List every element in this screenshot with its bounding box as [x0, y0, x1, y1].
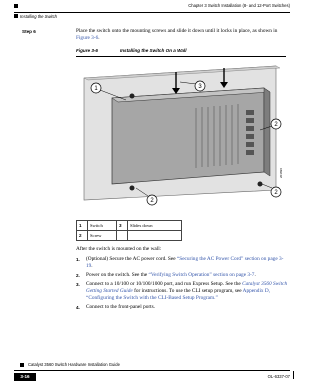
legend-description: Switch	[88, 221, 117, 231]
page-number: 3-16	[14, 373, 36, 381]
after-mount-intro: After the switch is mounted on the wall:	[76, 246, 162, 252]
callout-legend-table	[76, 220, 182, 241]
header-rule	[14, 12, 290, 13]
footer-rule	[14, 370, 290, 371]
list-item	[76, 281, 288, 302]
step-text-after: .	[98, 35, 100, 41]
list-text: Power on the switch. See the	[86, 272, 149, 278]
svg-text:3: 3	[198, 84, 202, 90]
callout-3	[195, 81, 205, 91]
section-header: Installing the Switch	[20, 14, 58, 19]
cross-reference-link[interactable]: Catalyst 3560 Switch Getting Started Guide	[86, 281, 288, 294]
wall-mount-illustration	[76, 60, 286, 208]
cross-reference-link[interactable]: Appendix D, “Configuring the Switch with the CLI-Based Setup Program.”	[86, 288, 271, 301]
chapter-header: Chapter 3 Switch Installation (8- and 12-Port Switches)	[188, 3, 290, 8]
callout-2-bottom-right	[271, 187, 281, 197]
list-text: .	[91, 263, 93, 269]
header-marker	[14, 4, 18, 8]
legend-number: 3	[117, 221, 128, 231]
footer-marker	[20, 363, 24, 367]
footer-bar	[293, 371, 294, 379]
footer-title: Catalyst 3560 Switch Hardware Installation Guide	[28, 362, 120, 367]
legend-number: 2	[77, 231, 88, 241]
list-item	[76, 304, 288, 311]
svg-text:2: 2	[274, 122, 278, 128]
legend-description	[128, 231, 182, 241]
switch-body	[112, 88, 264, 184]
list-number: 4.	[76, 305, 80, 310]
svg-text:2: 2	[274, 190, 278, 196]
legend-description: Slides down	[128, 221, 182, 231]
list-text: for instructions. To use the CLI setup program, see	[132, 288, 243, 294]
svg-text:1: 1	[94, 86, 98, 92]
list-item	[76, 272, 288, 279]
list-number: 2.	[76, 273, 80, 278]
list-text: (Optional) Secure the AC power cord. See	[86, 256, 177, 262]
switch-side	[264, 88, 270, 176]
screw-top-left	[130, 94, 135, 99]
list-text: Connect to a 10/100 or 10/100/1000 port, and run Express Setup. See the	[86, 281, 243, 287]
figure-rule	[76, 56, 286, 57]
callout-1	[91, 83, 101, 93]
step-label: Step 6	[22, 29, 36, 34]
svg-text:2: 2	[150, 198, 154, 204]
table-row	[77, 221, 182, 231]
step-text	[76, 28, 286, 42]
callout-2-bottom	[147, 195, 157, 205]
screw-bottom-left	[130, 186, 135, 191]
list-number: 1.	[76, 257, 80, 262]
table-row	[77, 231, 182, 241]
legend-number: 1	[77, 221, 88, 231]
list-text: .	[254, 272, 256, 278]
post-mount-steps	[76, 256, 288, 313]
figure-caption	[76, 48, 187, 53]
callout-2-right	[271, 119, 281, 129]
list-number: 3.	[76, 282, 80, 287]
figure-id: 201896	[279, 167, 283, 178]
step-text-before: Place the switch onto the mounting screws and slide it down until it locks in place, as shown in	[76, 28, 278, 34]
list-text: Connect to the front-panel ports.	[86, 304, 155, 310]
cross-reference-link[interactable]: “Verifying Switch Operation” section on page 3-7	[148, 272, 255, 278]
document-number: OL-6337-07	[267, 374, 290, 379]
legend-description: Screw	[88, 231, 117, 241]
screw-bottom-right	[258, 182, 263, 187]
figure-title: Installing the Switch On a Wall	[119, 48, 187, 53]
list-item	[76, 256, 288, 270]
section-marker	[14, 14, 18, 18]
cross-reference-link[interactable]: “Securing the AC Power Cord” section on page 3-19	[86, 256, 284, 269]
legend-number	[117, 231, 128, 241]
figure-number: Figure 3-6	[76, 48, 98, 53]
figure-link[interactable]: Figure 3-6	[76, 35, 99, 41]
